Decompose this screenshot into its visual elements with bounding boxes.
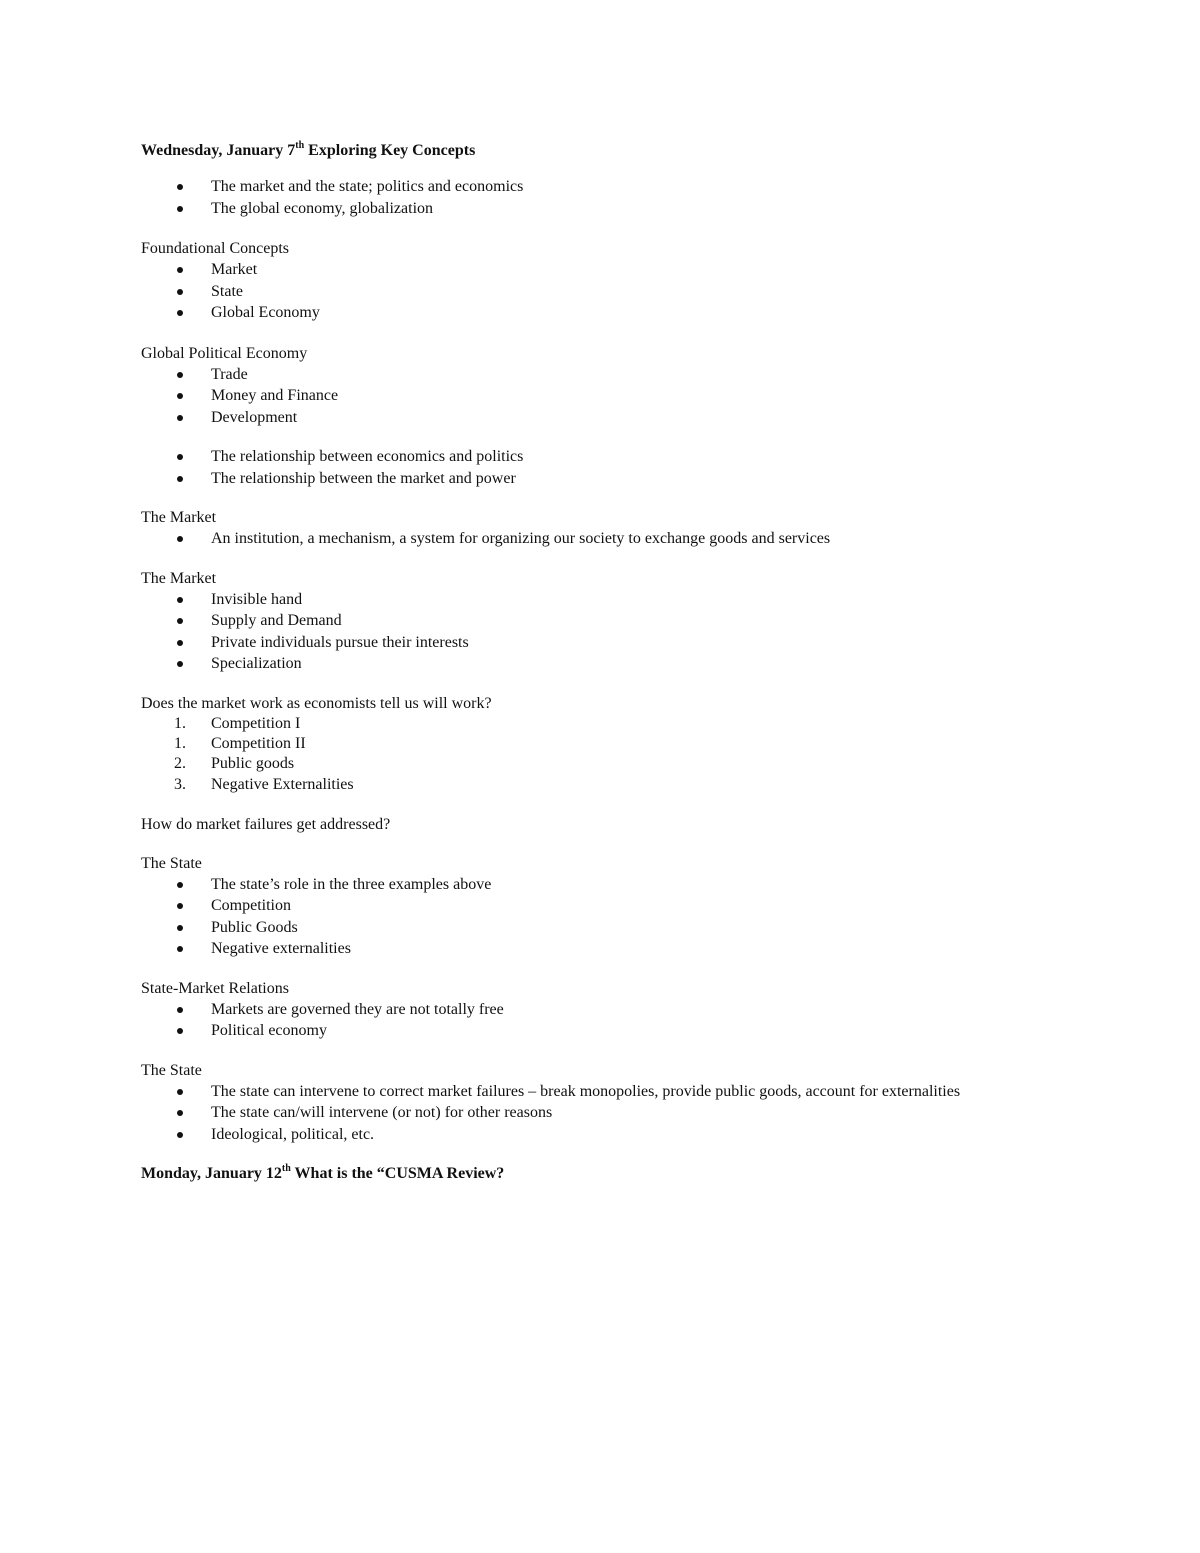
state-intervention-bullet-list	[141, 1081, 1151, 1146]
list-item: An institution, a mechanism, a system for organizing our society to exchange goods and services	[141, 528, 1151, 550]
bullet-icon	[177, 1028, 183, 1034]
bullet-icon	[177, 1089, 183, 1095]
list-item: The market and the state; politics and economics	[141, 176, 1151, 198]
section-title-the-market-2: The Market	[141, 569, 217, 587]
bullet-icon	[177, 946, 183, 952]
list-item: 2. Public goods	[174, 754, 295, 772]
gpe-relationship-bullet-list	[141, 446, 1151, 489]
list-item: Trade	[141, 364, 1151, 386]
section-title-the-market: The Market	[141, 509, 217, 526]
list-item: The global economy, globalization	[141, 198, 1151, 220]
bullet-icon	[177, 661, 183, 667]
list-item: The state’s role in the three examples above	[141, 874, 1151, 896]
bullet-icon	[177, 1132, 183, 1138]
list-item: Markets are governed they are not totally free	[141, 999, 1151, 1021]
bullet-icon	[177, 206, 183, 212]
bullet-icon	[177, 882, 183, 888]
bullet-icon	[177, 536, 183, 542]
list-item: 1. Competition I	[174, 714, 301, 732]
market-definition-bullet-list	[141, 528, 1151, 550]
bullet-icon	[177, 597, 183, 603]
bullet-icon	[177, 310, 183, 316]
heading-superscript: th	[281, 1162, 291, 1174]
bullet-icon	[177, 289, 183, 295]
bullet-icon	[177, 618, 183, 624]
heading-wednesday-jan-7	[141, 140, 1151, 162]
list-item: Global Economy	[141, 302, 1151, 324]
intro-bullet-list	[141, 176, 1151, 219]
list-item: State	[141, 281, 1151, 303]
section-title-the-state: The State	[141, 854, 202, 872]
list-item: The relationship between the market and power	[141, 468, 1151, 490]
market-failures-numbered-list	[141, 714, 1151, 796]
section-title-the-state-2: The State	[141, 1061, 202, 1079]
list-item: 1. Competition II	[174, 734, 306, 752]
bullet-icon	[177, 640, 183, 646]
list-item: Money and Finance	[141, 385, 1151, 407]
bullet-icon	[177, 903, 183, 909]
bullet-icon	[177, 1007, 183, 1013]
section-title-does-market-work: Does the market work as economists tell us will work?	[141, 694, 492, 712]
foundational-bullet-list	[141, 259, 1151, 324]
heading-monday-jan-12	[141, 1163, 1151, 1185]
list-item: Specialization	[141, 653, 1151, 675]
bullet-icon	[177, 476, 183, 482]
gpe-bullet-list	[141, 364, 1151, 429]
section-title-foundational-concepts: Foundational Concepts	[141, 240, 289, 257]
heading-superscript: th	[295, 139, 305, 151]
state-role-bullet-list	[141, 874, 1151, 960]
list-item: Development	[141, 407, 1151, 429]
state-market-bullet-list	[141, 999, 1151, 1042]
list-item: Supply and Demand	[141, 610, 1151, 632]
list-item: Political economy	[141, 1020, 1151, 1042]
list-item: 3. Negative Externalities	[174, 775, 354, 793]
list-item: Private individuals pursue their interests	[141, 632, 1151, 654]
heading-text: Monday, January 12	[141, 1165, 282, 1182]
market-features-bullet-list	[141, 589, 1151, 675]
section-title-global-political-economy: Global Political Economy	[141, 344, 308, 362]
heading-text: Wednesday, January 7	[141, 142, 296, 159]
list-item: Invisible hand	[141, 589, 1151, 611]
bullet-icon	[177, 454, 183, 460]
list-item: Public Goods	[141, 917, 1151, 939]
list-item: The state can intervene to correct market failures – break monopolies, provide public goods, account for externalities	[141, 1081, 1151, 1103]
bullet-icon	[177, 1110, 183, 1116]
heading-text-suffix: Exploring Key Concepts	[304, 142, 476, 159]
list-item: Ideological, political, etc.	[141, 1124, 1151, 1146]
list-item: The relationship between economics and politics	[141, 446, 1151, 468]
bullet-icon	[177, 267, 183, 273]
list-item: Negative externalities	[141, 938, 1151, 960]
bullet-icon	[177, 372, 183, 378]
list-item: The state can/will intervene (or not) for other reasons	[141, 1102, 1151, 1124]
document-content	[141, 140, 1151, 1199]
bullet-icon	[177, 415, 183, 421]
bullet-icon	[177, 184, 183, 190]
heading-text-suffix: What is the “CUSMA Review?	[290, 1165, 505, 1182]
list-item: Competition	[141, 895, 1151, 917]
bullet-icon	[177, 393, 183, 399]
bullet-icon	[177, 925, 183, 931]
section-title-state-market-relations: State-Market Relations	[141, 979, 289, 997]
section-title-market-failures: How do market failures get addressed?	[141, 815, 391, 833]
list-item: Market	[141, 259, 1151, 281]
